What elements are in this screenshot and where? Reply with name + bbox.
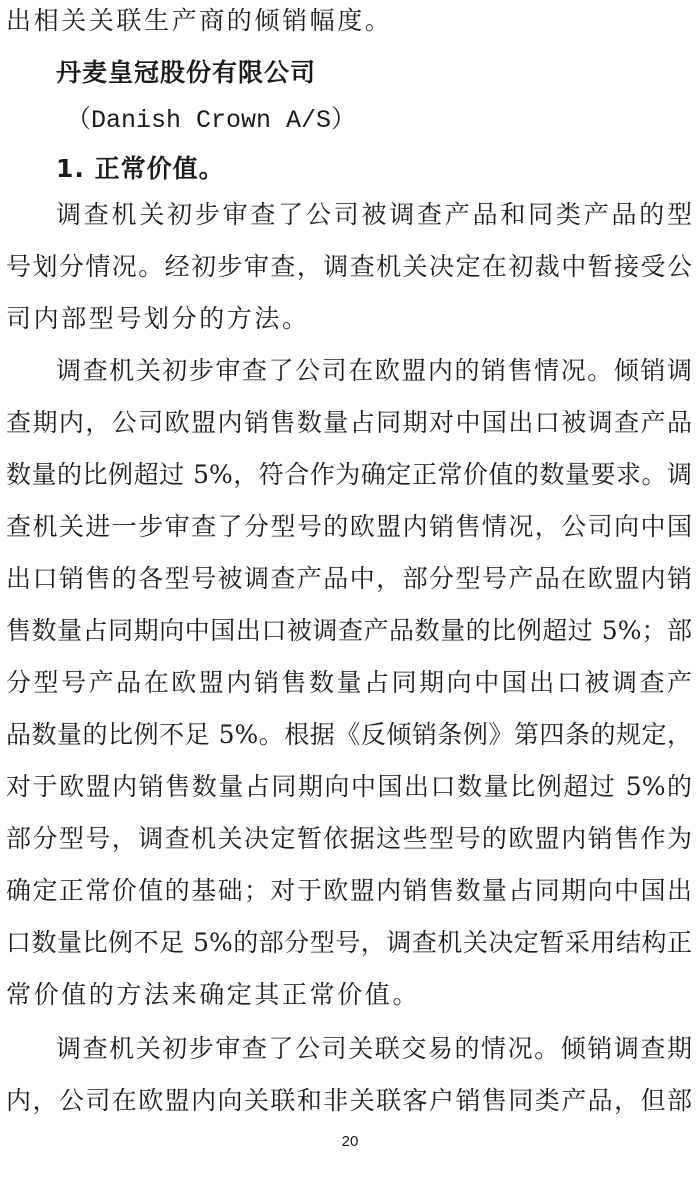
- paragraph-2-line-3: 数量的比例超过 5%，符合作为确定正常价值的数量要求。调: [6, 460, 692, 489]
- paragraph-continuation-line: 出相关关联生产商的倾销幅度。: [6, 6, 393, 35]
- paragraph-1-line-2: 号划分情况。经初步审查，调查机关决定在初裁中暂接受公: [6, 252, 692, 281]
- paragraph-1-line-3: 司内部型号划分的方法。: [6, 304, 310, 333]
- company-english-name: （Danish Crown A/S）: [66, 106, 357, 135]
- paragraph-2-line-12: 口数量比例不足 5%的部分型号，调查机关决定暂采用结构正: [6, 928, 692, 957]
- paragraph-1-line-1: 调查机关初步审查了公司被调查产品和同类产品的型: [56, 200, 692, 229]
- paragraph-2-line-11: 确定正常价值的基础；对于欧盟内销售数量占同期向中国出: [6, 876, 692, 905]
- paragraph-2-line-13: 常价值的方法来确定其正常价值。: [6, 980, 421, 1009]
- paragraph-3-line-1: 调查机关初步审查了公司关联交易的情况。倾销调查期: [56, 1034, 692, 1063]
- paragraph-2-line-8: 品数量的比例不足 5%。根据《反倾销条例》第四条的规定，: [6, 720, 692, 749]
- paragraph-3-line-2: 内，公司在欧盟内向关联和非关联客户销售同类产品，但部: [6, 1086, 692, 1115]
- paragraph-2-line-10: 部分型号，调查机关决定暂依据这些型号的欧盟内销售作为: [6, 824, 692, 853]
- paragraph-2-line-1: 调查机关初步审查了公司在欧盟内的销售情况。倾销调: [56, 356, 692, 385]
- paragraph-2-line-9: 对于欧盟内销售数量占同期向中国出口数量比例超过 5%的: [6, 772, 692, 801]
- paragraph-2-line-6: 售数量占同期向中国出口被调查产品数量的比例超过 5%；部: [6, 616, 692, 645]
- paragraph-2-line-2: 查期内，公司欧盟内销售数量占同期对中国出口被调查产品: [6, 408, 692, 437]
- paragraph-2-line-7: 分型号产品在欧盟内销售数量占同期向中国出口被调查产: [6, 668, 692, 697]
- paragraph-2-line-5: 出口销售的各型号被调查产品中，部分型号产品在欧盟内销: [6, 564, 692, 593]
- section-heading-normal-value: 1. 正常价值。: [56, 154, 225, 183]
- company-name-heading: 丹麦皇冠股份有限公司: [56, 58, 317, 87]
- paragraph-2-line-4: 查机关进一步审查了分型号的欧盟内销售情况，公司向中国: [6, 512, 692, 541]
- page-number: 20: [341, 1133, 359, 1150]
